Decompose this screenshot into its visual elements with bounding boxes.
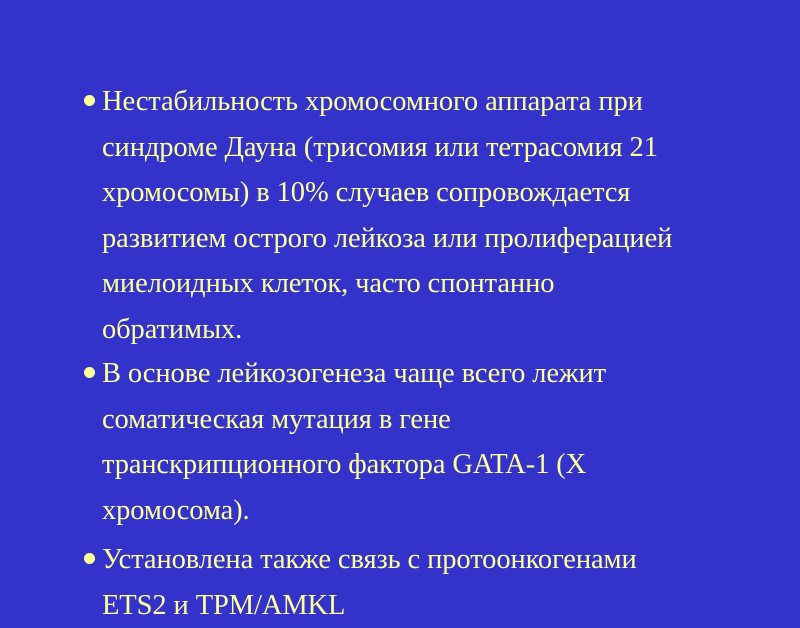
bullet-item-2 xyxy=(81,351,782,533)
bullet-dot-icon xyxy=(84,553,95,564)
bullet-3-line-1: Установлена также связь с протоонкогенами xyxy=(102,537,782,583)
bullet-item-3 xyxy=(81,537,782,628)
bullet-1-line-6: обратимых. xyxy=(102,307,782,353)
bullet-1-line-4: развитием острого лейкоза или пролиферацией xyxy=(102,216,782,262)
bullet-dot-icon xyxy=(84,95,95,106)
bullet-1-line-3: хромосомы) в 10% случаев сопровождается xyxy=(102,170,782,216)
bullet-dot-icon xyxy=(84,367,95,378)
bullet-1-line-2: синдроме Дауна (трисомия или тетрасомия 21 xyxy=(102,125,782,171)
bullet-item-1 xyxy=(81,79,782,352)
bullet-2-line-2: соматическая мутация в гене xyxy=(102,397,782,443)
bullet-1-line-1: Нестабильность хромосомного аппарата при xyxy=(102,79,782,125)
bullet-3-line-2: ETS2 и TPM/AMKL xyxy=(102,583,782,628)
bullet-1-line-5: миелоидных клеток, часто спонтанно xyxy=(102,261,782,307)
bullet-2-line-1: В основе лейкозогенеза чаще всего лежит xyxy=(102,351,782,397)
bullet-2-line-3: транскрипционного фактора GATA-1 (X xyxy=(102,442,782,488)
bullet-2-line-4: хромосома). xyxy=(102,488,782,534)
